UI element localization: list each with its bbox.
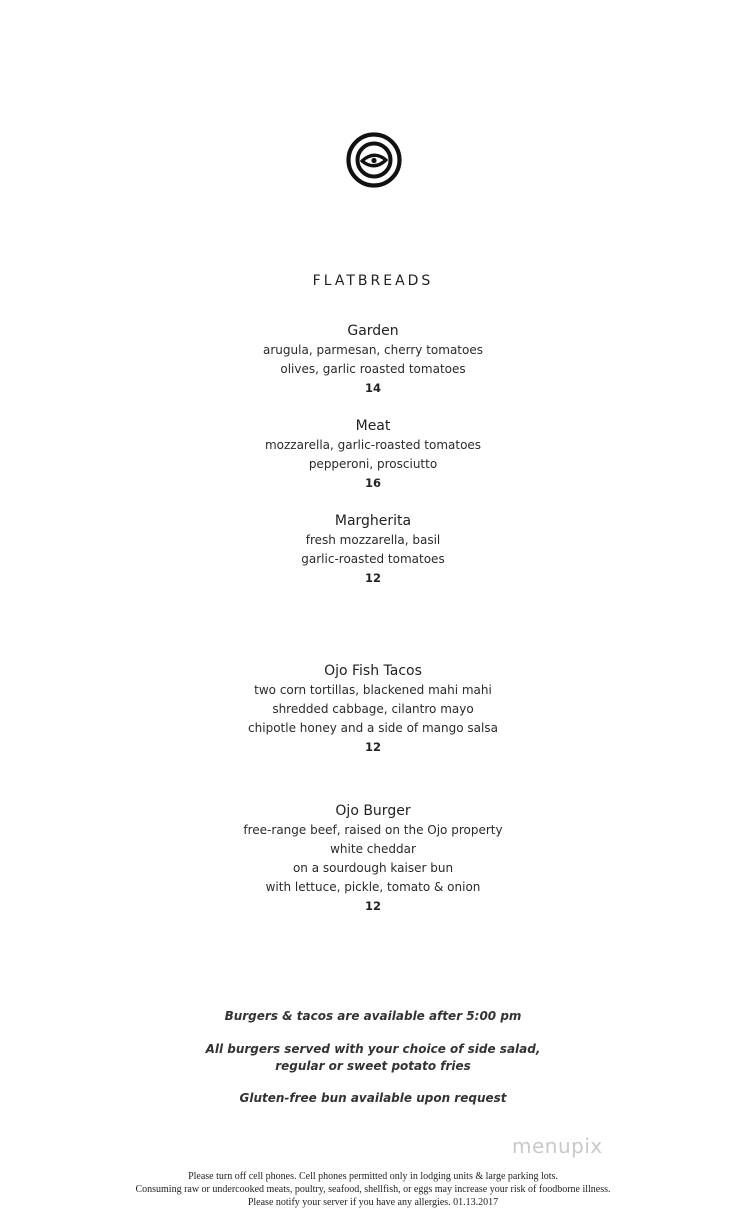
item-price: 12 xyxy=(364,740,381,754)
item-desc: pepperoni, prosciutto xyxy=(308,457,438,471)
gluten-free-note: Gluten-free bun available upon request xyxy=(239,1091,507,1105)
item-desc: garlic-roasted tomatoes xyxy=(301,552,445,566)
menu-item-garden xyxy=(0,322,746,398)
item-name: Ojo Burger xyxy=(335,803,411,819)
footer-line: Please turn off cell phones. Cell phones permitted only in lodging units & large parking lots. xyxy=(188,1171,558,1182)
item-name: Ojo Fish Tacos xyxy=(324,663,422,679)
footer-disclaimer xyxy=(0,1170,746,1209)
item-desc: with lettuce, pickle, tomato & onion xyxy=(265,880,481,894)
footer-line: Please notify your server if you have any allergies. 01.13.2017 xyxy=(247,1197,499,1208)
sides-note-line2: regular or sweet potato fries xyxy=(275,1059,471,1073)
item-name: Margherita xyxy=(334,513,412,529)
availability-note: Burgers & tacos are available after 5:00 pm xyxy=(224,1009,522,1023)
item-desc: fresh mozzarella, basil xyxy=(305,533,441,547)
concentric-eye-icon xyxy=(345,131,403,189)
menu-item-meat xyxy=(0,417,746,493)
item-desc: white cheddar xyxy=(330,842,416,856)
item-desc: free-range beef, raised on the Ojo property xyxy=(243,823,503,837)
menu-item-burger xyxy=(0,802,746,916)
watermark: menupix xyxy=(512,1134,603,1158)
section-title-flatbreads: FLATBREADS xyxy=(312,273,434,289)
item-desc: mozzarella, garlic-roasted tomatoes xyxy=(264,438,482,452)
item-desc: two corn tortillas, blackened mahi mahi xyxy=(254,683,492,697)
item-name: Meat xyxy=(355,418,391,434)
item-price: 12 xyxy=(364,899,381,913)
footer-line: Consuming raw or undercooked meats, poultry, seafood, shellfish, or eggs may increase your risk of foodborne illness. xyxy=(135,1184,611,1195)
item-price: 14 xyxy=(364,381,381,395)
item-desc: shredded cabbage, cilantro mayo xyxy=(272,702,474,716)
item-desc: on a sourdough kaiser bun xyxy=(292,861,454,875)
item-price: 12 xyxy=(364,571,381,585)
menu-item-fish-tacos xyxy=(0,662,746,757)
item-price: 16 xyxy=(364,476,381,490)
item-desc: chipotle honey and a side of mango salsa xyxy=(248,721,498,735)
item-name: Garden xyxy=(347,323,399,339)
item-desc: olives, garlic roasted tomatoes xyxy=(280,362,466,376)
menu-item-margherita xyxy=(0,512,746,588)
item-desc: arugula, parmesan, cherry tomatoes xyxy=(263,343,483,357)
sides-note-line1: All burgers served with your choice of side salad, xyxy=(205,1042,541,1056)
